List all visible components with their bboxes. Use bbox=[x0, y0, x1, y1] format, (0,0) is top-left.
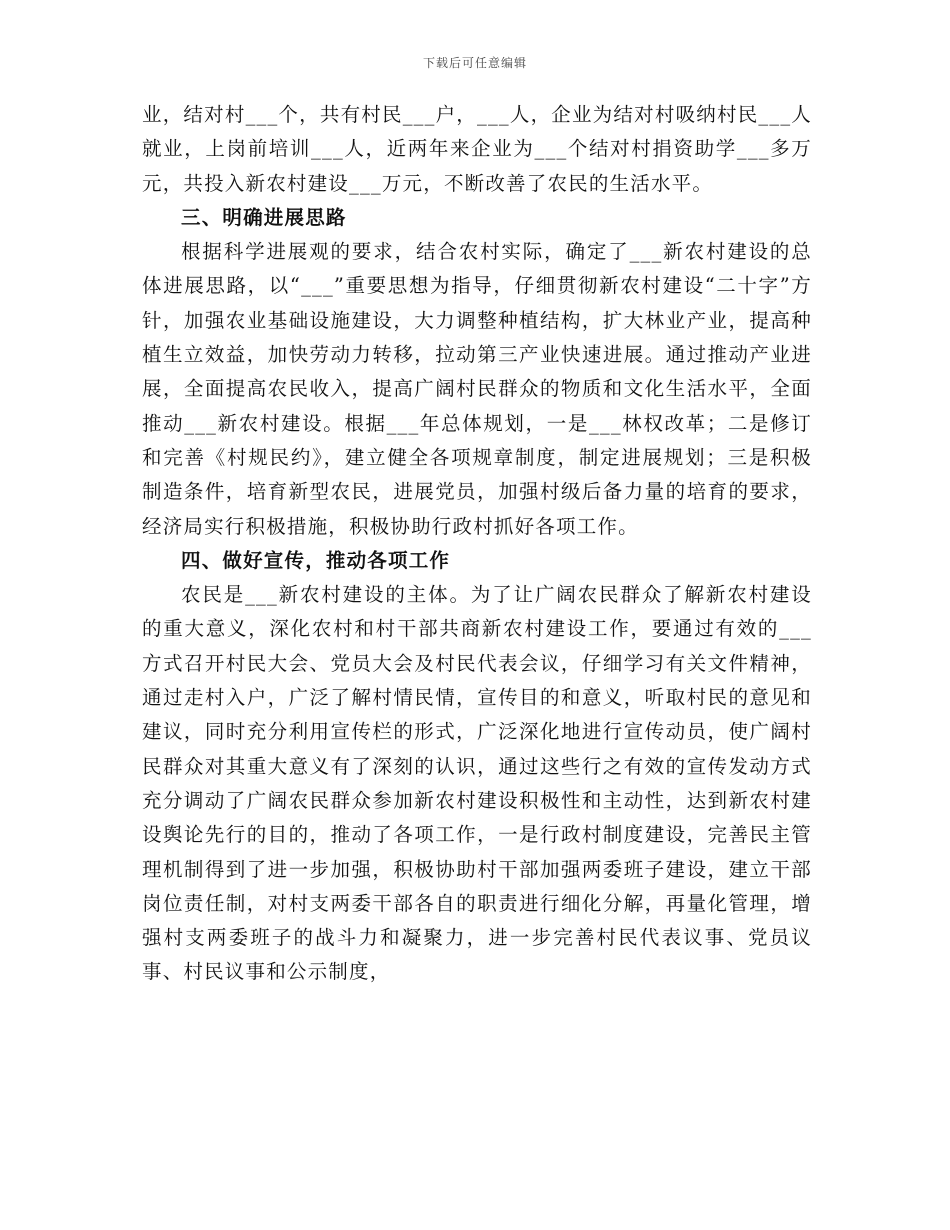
page-header: 下载后可任意编辑 bbox=[422, 56, 527, 70]
document-body bbox=[142, 98, 812, 990]
paragraph-continued: 业，结对村___个，共有村民___户，___人，企业为结对村吸纳村民___人就业，上岗前培训___人，近两年来企业为___个结对村捐资助学___多万元，共投入新农村建设___万元，不断改善了农民的生活水平。 bbox=[142, 103, 812, 195]
section-heading-4: 四、做好宣传，推动各项工作 bbox=[181, 548, 451, 572]
paragraph-section-4: 农民是___新农村建设的主体。为了让广阔农民群众了解新农村建设的重大意义，深化农村和村干部共商新农村建设工作，要通过有效的___方式召开村民大会、党员大会及村民代表会议，仔细学习有关文件精神，通过走村入户，广泛了解村情民情，宣传目的和意义，听取村民的意见和建议，同时充分利用宣传栏的形式，广泛深化地进行宣传动员，使广阔村民群众对其重大意义有了深刻的认识，通过这些行之有效的宣传发动方式充分调动了广阔农民群众参加新农村建设积极性和主动性，达到新农村建设舆论先行的目的，推动了各项工作，一是行政村制度建设，完善民主管理机制得到了进一步加强，积极协助村干部加强两委班子建设，建立干部岗位责任制，对村支两委干部各自的职责进行细化分解，再量化管理，增强村支两委班子的战斗力和凝聚力，进一步完善村民代表议事、党员议事、村民议事和公示制度， bbox=[142, 583, 812, 984]
section-heading-3: 三、明确进展思路 bbox=[181, 205, 347, 229]
paragraph-section-3: 根据科学进展观的要求，结合农村实际，确定了___新农村建设的总体进展思路，以“___”重要思想为指导，仔细贯彻新农村建设“二十字”方针，加强农业基础设施建设，大力调整种植结构，扩大林业产业，提高种植生立效益，加快劳动力转移，拉动第三产业快速进展。通过推动产业进展，全面提高农民收入，提高广阔村民群众的物质和文化生活水平，全面推动___新农村建设。根据___年总体规划，一是___林权改革；二是修订和完善《村规民约》，建立健全各项规章制度，制定进展规划；三是积极制造条件，培育新型农民，进展党员，加强村级后备力量的培育的要求，经济局实行积极措施，积极协助行政村抓好各项工作。 bbox=[142, 240, 812, 538]
